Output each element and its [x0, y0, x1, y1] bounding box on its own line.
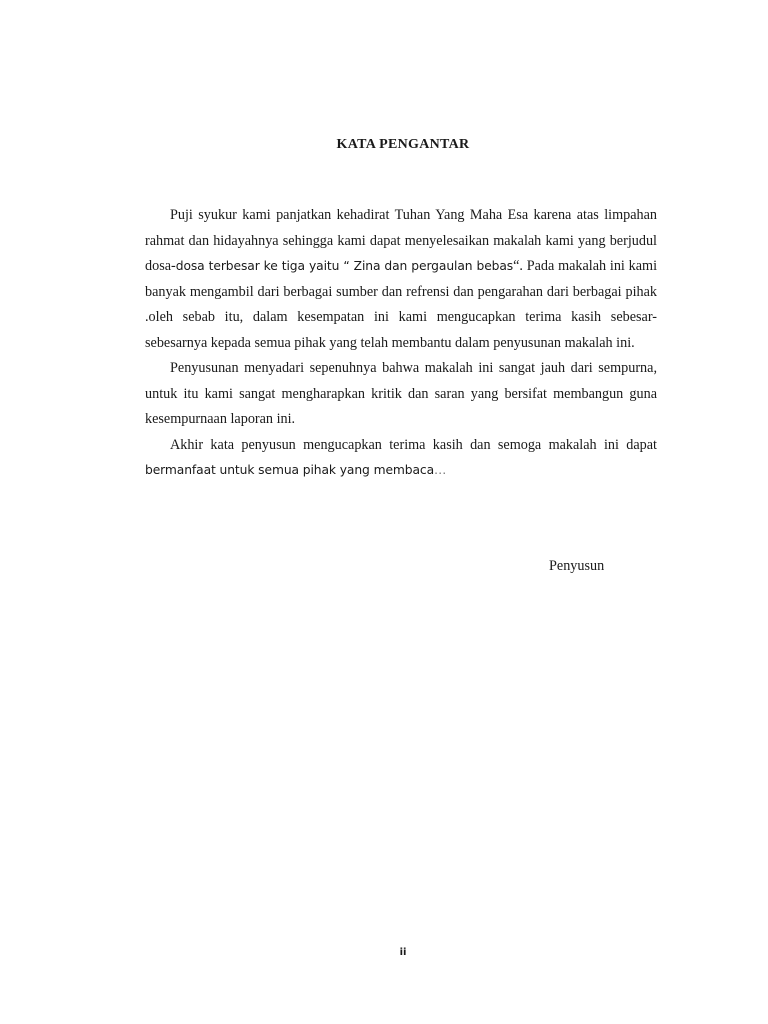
paragraph-1 — [145, 203, 657, 356]
signature: Penyusun — [549, 558, 605, 574]
ellipsis: … — [434, 463, 447, 477]
body-text — [145, 203, 657, 484]
paragraph-3-text-a: Akhir kata penyusun mengucapkan terima kasih dan semoga makalah ini dapat — [170, 436, 657, 453]
page-title: KATA PENGANTAR — [336, 137, 470, 152]
paragraph-1-text-b: dosa terbesar ke tiga yaitu “ Zina dan pergaulan bebas — [175, 259, 514, 273]
paragraph-3-text-b: bermanfaat untuk semua pihak yang membaca — [145, 463, 435, 477]
paragraph-3 — [145, 433, 657, 484]
paragraph-1-text-c: “. Pada makalah ini kami banyak mengambil dari berbagai sumber dan refrensi dan pengarahan dari berbagai pihak .oleh sebab itu, dalam kesempatan ini kami mengucapkan terima kasih sebesar-sebesarnya kepada semua pihak yang telah membantu dalam penyusunan makalah ini. — [145, 258, 658, 351]
page-number: ii — [399, 947, 407, 958]
paragraph-2: Penyusunan menyadari sepenuhnya bahwa makalah ini sangat jauh dari sempurna, untuk itu kami sangat mengharapkan kritik dan saran yang bersifat membangun guna kesempurnaan laporan ini. — [145, 360, 657, 427]
paragraph-1-text-a: Puji syukur kami panjatkan kehadirat Tuhan Yang Maha Esa karena atas limpahan rahmat dan hidayahnya sehingga kami dapat menyelesaikan makalah kami yang berjudul dosa- — [145, 207, 657, 274]
